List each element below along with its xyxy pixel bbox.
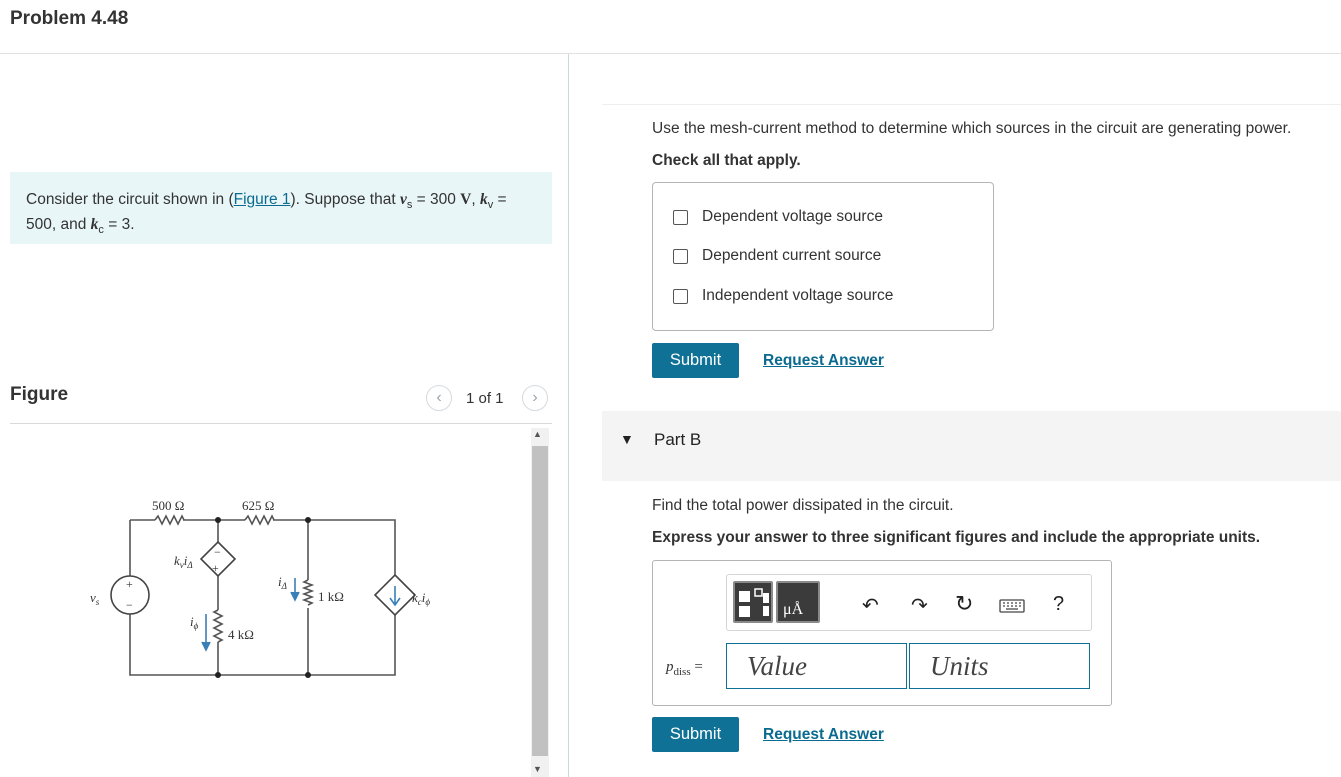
- circuit-node: [215, 517, 221, 523]
- label-kc-iphi: [412, 590, 430, 607]
- label-i-phi-sub: ϕ: [193, 621, 199, 631]
- label-kv-sub: v: [179, 560, 184, 570]
- option-label: Dependent current source: [702, 247, 882, 264]
- option-dependent-voltage-source[interactable]: [673, 208, 883, 226]
- part-b-format-note: Express your answer to three significant figures and include the appropriate units.: [652, 529, 1261, 546]
- math-toolbar: [726, 574, 1092, 631]
- answer-variable-label: [666, 659, 703, 678]
- chevron-left-icon: ‹: [436, 389, 442, 406]
- previous-figure-button[interactable]: [426, 385, 452, 411]
- figure-link[interactable]: Figure 1: [233, 191, 291, 208]
- source-plus: +: [126, 577, 133, 591]
- i-phi-arrowhead: [202, 642, 210, 650]
- next-figure-button[interactable]: [522, 385, 548, 411]
- vs-value: = 300: [412, 191, 461, 208]
- circuit-diagram: [90, 490, 470, 690]
- kv-subscript: v: [487, 199, 494, 212]
- units-symbols-button[interactable]: [776, 581, 820, 623]
- label-i-delta-sym: i: [278, 574, 282, 589]
- label-kv-isub: Δ: [187, 560, 193, 570]
- answer-variable-symbol: p: [666, 659, 674, 675]
- circuit-node: [215, 672, 221, 678]
- checkbox[interactable]: [673, 289, 688, 304]
- label-1k-ohm: 1 kΩ: [318, 589, 344, 604]
- request-answer-link-part-b[interactable]: Request Answer: [763, 726, 884, 743]
- problem-context: [10, 172, 552, 244]
- scroll-up-arrow-icon[interactable]: ▲: [533, 429, 542, 439]
- label-kv-idelta: [174, 553, 193, 570]
- kc-value: = 3.: [103, 216, 135, 234]
- label-kc-isub: ϕ: [425, 597, 431, 607]
- options-box: [652, 182, 994, 331]
- kc-symbol: k: [90, 216, 99, 234]
- label-4k-ohm: 4 kΩ: [228, 627, 254, 642]
- help-icon[interactable]: ?: [1053, 593, 1065, 615]
- label-vs-sym: v: [90, 590, 96, 605]
- keyboard-icon[interactable]: [999, 599, 1025, 613]
- figure-heading: Figure: [10, 384, 69, 405]
- resistor-500: [155, 516, 184, 524]
- label-kc-sub: c: [417, 597, 422, 607]
- label-i-delta-sub: Δ: [281, 581, 287, 591]
- option-dependent-current-source[interactable]: [673, 247, 881, 265]
- header-divider: [0, 53, 1341, 54]
- templates-button[interactable]: [733, 581, 773, 623]
- label-i-phi-sym: i: [190, 614, 194, 629]
- label-kv-i: i: [183, 553, 188, 568]
- redo-icon[interactable]: ↷: [911, 595, 928, 617]
- label-i-delta: [278, 574, 287, 591]
- resistor-1k: [304, 580, 312, 605]
- kv-value: = 500, and: [26, 191, 507, 234]
- reset-icon[interactable]: ↻: [955, 591, 974, 616]
- checkbox[interactable]: [673, 249, 688, 264]
- dep-source-minus: −: [214, 545, 221, 559]
- circuit-wire: [130, 520, 395, 675]
- answer-variable-subscript: diss: [673, 666, 691, 678]
- vs-subscript: s: [406, 199, 413, 212]
- part-b-instruction: Find the total power dissipated in the circuit.: [652, 497, 954, 514]
- units-glyph: μÅ: [783, 601, 804, 618]
- problem-title: Problem 4.48: [10, 8, 129, 29]
- option-label: Independent voltage source: [702, 287, 894, 304]
- submit-button-part-a[interactable]: Submit: [652, 343, 739, 378]
- units-input[interactable]: Units: [909, 643, 1090, 689]
- current-source-arrow: [390, 586, 400, 605]
- checkbox[interactable]: [673, 210, 688, 225]
- vs-symbol: v: [399, 191, 407, 208]
- collapse-arrow-icon[interactable]: ▼: [620, 431, 634, 447]
- resistor-625: [245, 516, 274, 524]
- label-500-ohm: 500 Ω: [152, 498, 185, 513]
- column-divider: [568, 54, 569, 777]
- answer-equals: =: [690, 659, 703, 675]
- part-b-label: Part B: [654, 430, 702, 449]
- context-text: Consider the circuit shown in (: [26, 191, 234, 208]
- fraction-template-icon: [735, 583, 771, 621]
- figure-scrollbar-thumb[interactable]: [532, 446, 548, 756]
- value-input[interactable]: Value: [726, 643, 907, 689]
- part-b-header[interactable]: [602, 411, 1341, 481]
- context-text: ). Suppose that: [290, 191, 400, 208]
- label-vs: [90, 590, 100, 607]
- kv-symbol: k: [480, 191, 488, 208]
- check-all-note: Check all that apply.: [652, 152, 801, 169]
- label-kc-i: i: [421, 590, 426, 605]
- i-delta-arrowhead: [291, 592, 299, 600]
- vs-unit: V: [460, 191, 472, 208]
- undo-icon[interactable]: ↶: [862, 595, 879, 617]
- label-i-phi: [190, 614, 199, 631]
- label-kc-sym: k: [412, 590, 418, 605]
- label-kv-sym: k: [174, 553, 180, 568]
- context-text: ,: [471, 191, 480, 208]
- circuit-node: [305, 672, 311, 678]
- label-vs-sub: s: [95, 597, 100, 607]
- part-a-divider: [602, 104, 1341, 105]
- dep-source-plus: +: [212, 561, 219, 575]
- figure-pager-label: 1 of 1: [466, 390, 504, 407]
- request-answer-link-part-a[interactable]: Request Answer: [763, 352, 884, 369]
- figure-divider: [10, 423, 552, 424]
- option-label: Dependent voltage source: [702, 208, 883, 225]
- circuit-node: [305, 517, 311, 523]
- label-625-ohm: 625 Ω: [242, 498, 275, 513]
- scroll-down-arrow-icon[interactable]: ▼: [533, 764, 542, 774]
- resistor-4k: [214, 610, 222, 642]
- submit-button-part-b[interactable]: Submit: [652, 717, 739, 752]
- part-a-instruction: Use the mesh-current method to determine which sources in the circuit are generating power.: [652, 120, 1292, 137]
- chevron-right-icon: ›: [532, 389, 538, 406]
- source-minus: −: [126, 598, 133, 612]
- option-independent-voltage-source[interactable]: [673, 287, 893, 305]
- kc-subscript: c: [98, 224, 104, 237]
